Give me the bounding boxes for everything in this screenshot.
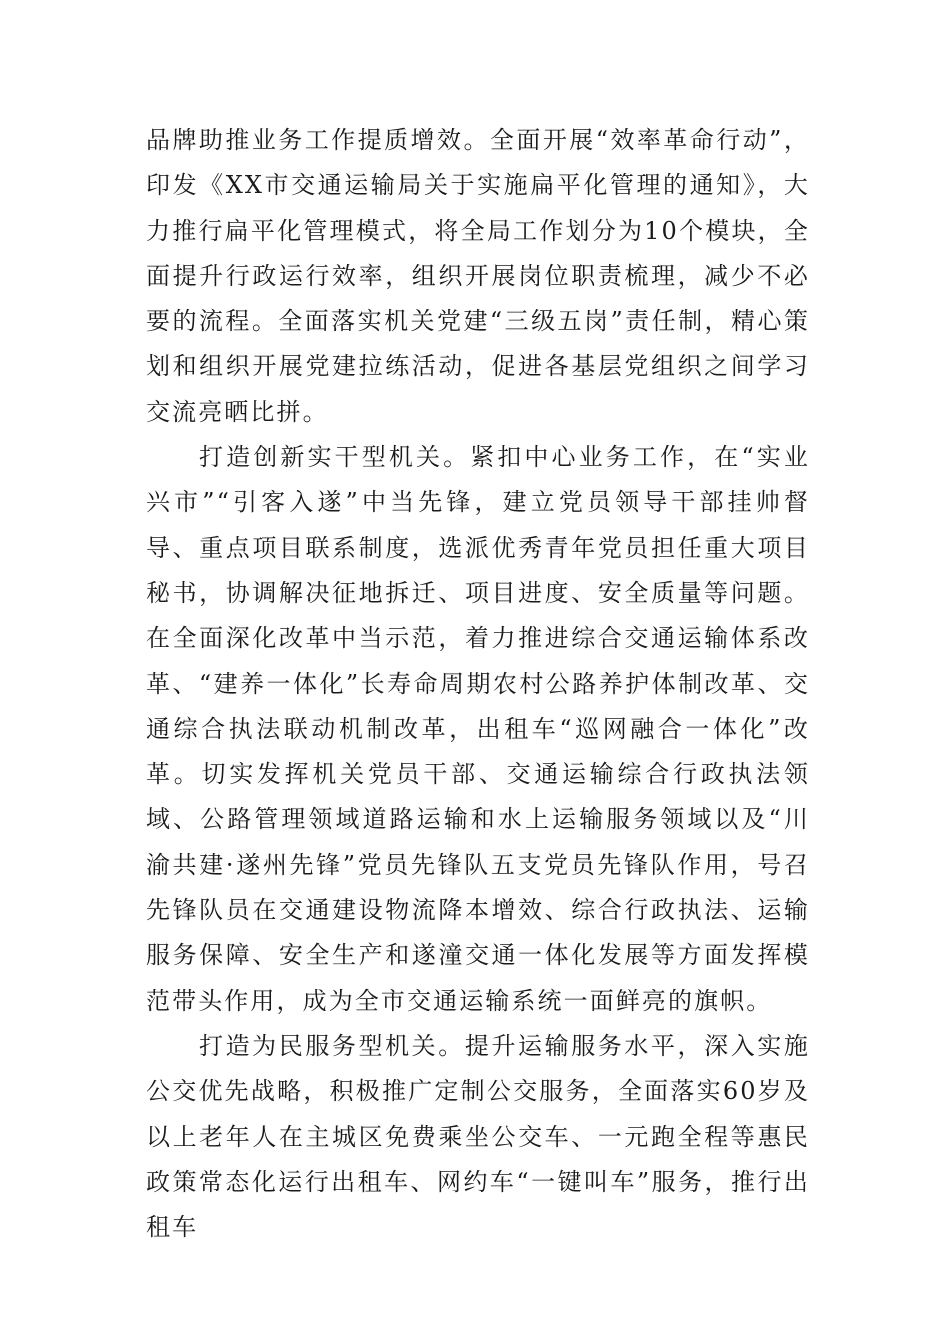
paragraph-1: 品牌助推业务工作提质增效。全面开展“效率革命行动”，印发《XX市交通运输局关于实施扁平化管理的通知》，大力推行扁平化管理模式，将全局工作划分为10个模块，全面提升行政运行效率，组织开展岗位职责梳理，减少不必要的流程。全面落实机关党建“三级五岗”责任制，精心策划和组织开展党建拉练活动，促进各基层党组织之间学习交流亮晒比拼。 <box>146 126 810 426</box>
paragraph-2: 打造创新实干型机关。紧扣中心业务工作，在“实业兴市”“引客入遂”中当先锋，建立党员领导干部挂帅督导、重点项目联系制度，选派优秀青年党员担任重大项目秘书，协调解决征地拆迁、项目进度、安全质量等问题。在全面深化改革中当示范，着力推进综合交通运输体系改革、“建养一体化”长寿命周期农村公路养护体制改革、交通综合执法联动机制改革，出租车“巡网融合一体化”改革。切实发挥机关党员干部、交通运输综合行政执法领域、公路管理领域道路运输和水上运输服务领域以及“川渝共建·遂州先锋”党员先锋队五支党员先锋队作用，号召先锋队员在交通建设物流降本增效、综合行政执法、运输服务保障、安全生产和遂潼交通一体化发展等方面发挥模范带头作用，成为全市交通运输系统一面鲜亮的旗帜。 <box>146 443 810 1015</box>
paragraph-3: 打造为民服务型机关。提升运输服务水平，深入实施公交优先战略，积极推广定制公交服务，全面落实60岁及以上老年人在主城区免费乘坐公交车、一元跑全程等惠民政策常态化运行出租车、网约车“一键叫车”服务，推行出租车 <box>146 1031 810 1242</box>
document-body <box>146 118 810 1250</box>
